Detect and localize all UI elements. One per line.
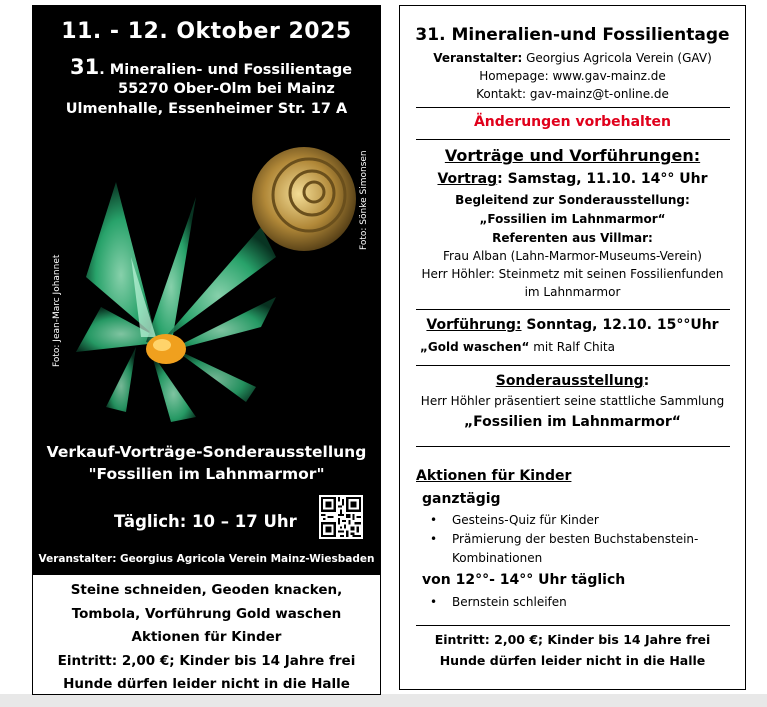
opening-hours: Täglich: 10 – 17 Uhr xyxy=(114,512,297,531)
dogs-line: Hunde dürfen leider nicht in die Halle xyxy=(63,676,350,692)
contact-line: Kontakt: gav-mainz@t-online.de xyxy=(476,87,669,101)
flyer-front-info-panel xyxy=(32,575,381,695)
special-line: Herr Höhler präsentiert seine stattliche Sammlung xyxy=(420,394,725,408)
admission-line: Eintritt: 2,00 €; Kinder bis 14 Jahre frei xyxy=(57,653,356,669)
admission-line-right: Eintritt: 2,00 €; Kinder bis 14 Jahre frei xyxy=(434,632,711,647)
green-mineral-crystal xyxy=(76,182,276,422)
homepage-line: Homepage: www.gav-mainz.de xyxy=(479,69,666,83)
kids-daily: von 12°°- 14°° Uhr täglich xyxy=(422,572,626,588)
info-line-2: Tombola, Vorführung Gold waschen xyxy=(71,606,342,622)
event-hall: Ulmenhalle, Essenheimer Str. 17 A xyxy=(65,101,348,117)
talk-line-5: Herr Höhler: Steinmetz mit seinen Fossilienfunden xyxy=(421,267,724,281)
special-heading: Sonderausstellung xyxy=(495,373,644,389)
event-date: 11. - 12. Oktober 2025 xyxy=(61,19,352,44)
organizer-line: Veranstalter: Georgius Agricola Verein Mainz-Wiesbaden xyxy=(38,553,375,565)
talk-time: : Samstag, 11.10. 14°° Uhr xyxy=(497,171,708,187)
list-item: • Gesteins-Quiz für Kinder xyxy=(416,511,698,530)
divider xyxy=(416,139,730,140)
flyer-front xyxy=(32,5,381,694)
kids-activity-list xyxy=(416,511,698,568)
organizer-value: Georgius Agricola Verein (GAV) xyxy=(522,51,712,65)
edition-number: 31 xyxy=(70,55,100,79)
kids-activity-list-2 xyxy=(416,593,567,612)
talk-line-3: Referenten aus Villmar: xyxy=(492,231,653,245)
divider xyxy=(416,107,730,108)
talks-heading: Vorträge und Vorführungen: xyxy=(444,146,701,165)
exhibition-topic: "Fossilien im Lahnmarmor" xyxy=(88,465,325,483)
divider xyxy=(416,625,730,626)
kids-heading: Aktionen für Kinder xyxy=(416,468,572,484)
divider xyxy=(416,446,730,447)
list-item: Kombinationen xyxy=(452,551,543,565)
sales-line: Verkauf-Vorträge-Sonderausstellung xyxy=(46,443,367,461)
photo-credit-left: Foto: Jean-Marc Johannet xyxy=(52,254,62,367)
special-heading-line xyxy=(400,373,745,389)
list-item: • Bernstein schleifen xyxy=(416,593,567,612)
demo-detail xyxy=(420,340,615,354)
changes-notice: Änderungen vorbehalten xyxy=(473,114,672,130)
special-title: „Fossilien im Lahnmarmor“ xyxy=(463,414,682,430)
info-line-1: Steine schneiden, Geoden knacken, xyxy=(70,582,343,598)
divider xyxy=(416,365,730,366)
ammonite-fossil xyxy=(252,147,356,251)
window-bottom-strip xyxy=(0,694,767,707)
dogs-line-right: Hunde dürfen leider nicht in die Halle xyxy=(439,653,706,668)
event-name: Mineralien- und Fossilientage xyxy=(109,62,353,78)
divider xyxy=(416,309,730,310)
qr-code xyxy=(319,495,363,539)
talk-when xyxy=(400,171,745,187)
photo-credit-right: Foto: Sönke Simonsen xyxy=(359,150,369,250)
organizer-line-right xyxy=(400,51,745,65)
demo-time: Sonntag, 12.10. 15°°Uhr xyxy=(521,317,719,333)
program-title: 31. Mineralien-und Fossilientage xyxy=(415,25,730,45)
flyer-back xyxy=(399,5,746,690)
kids-allday: ganztägig xyxy=(422,491,501,507)
demo-when xyxy=(400,317,745,333)
talk-line-4: Frau Alban (Lahn-Marmor-Museums-Verein) xyxy=(443,249,702,263)
talk-line-1: Begleitend zur Sonderausstellung: xyxy=(455,193,690,207)
event-place: 55270 Ober-Olm bei Mainz xyxy=(118,81,335,97)
demo-title: „Gold waschen“ xyxy=(420,340,530,354)
info-line-3: Aktionen für Kinder xyxy=(131,629,282,645)
talk-label: Vortrag xyxy=(437,171,498,187)
event-name-line: 31. Mineralien- und Fossilientage xyxy=(70,55,353,79)
talk-line-6: im Lahnmarmor xyxy=(524,285,621,299)
list-item: • Prämierung der besten Buchstabenstein- xyxy=(416,530,698,549)
special-colon: : xyxy=(643,373,650,389)
demo-label: Vorführung: xyxy=(426,317,522,333)
flyer-front-black-panel xyxy=(32,5,381,575)
talk-line-2: „Fossilien im Lahnmarmor“ xyxy=(479,212,666,226)
mineral-fossil-photo xyxy=(46,137,376,425)
organizer-label: Veranstalter: xyxy=(433,51,523,65)
demo-with: mit Ralf Chita xyxy=(529,340,615,354)
